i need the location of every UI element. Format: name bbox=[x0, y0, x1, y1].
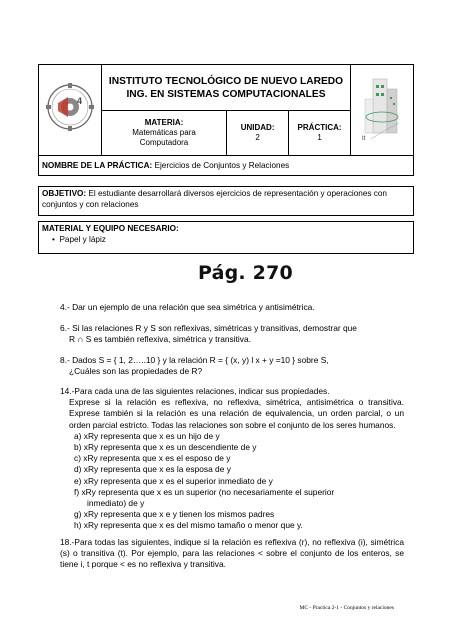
header-table bbox=[38, 64, 414, 176]
question-6-line2: R ∩ S es también reflexiva, simétrica y transitiva. bbox=[69, 334, 251, 345]
materia-label: MATERIA: bbox=[144, 118, 184, 127]
bullet-icon: • bbox=[52, 234, 55, 244]
question-8-line1: 8.- Dados S = { 1, 2…..10 } y la relación R = { (x, y) l x + y =10 } sobre S, bbox=[60, 355, 329, 365]
page-reference: Pág. 270 bbox=[198, 262, 293, 284]
materia-value-line1: Matemáticas para bbox=[132, 128, 196, 137]
q14-item-f-cont: inmediato) de y bbox=[87, 498, 145, 509]
question-18: 18.-Para todas las siguientes, indique si la relación es reflexiva (r), no reflexiva (i), simétrica (s) o transitiva (t). Por ejemplo, para las relaciones < sobre el conjunto de los enteros, se tiene i, t porque < es no reflexiva y transitiva. bbox=[60, 537, 404, 570]
question-8 bbox=[60, 355, 404, 377]
question-6-line1: 6.- Si las relaciones R y S son reflexivas, simétricas y transitivas, demostrar que bbox=[60, 323, 357, 333]
materia-value-line2: Computadora bbox=[139, 138, 189, 147]
svg-text:it: it bbox=[362, 135, 366, 142]
building-logo-icon bbox=[353, 73, 411, 145]
q14-item-e: e) xRy representa que x es el superior inmediato de y bbox=[74, 475, 273, 486]
practica-value: 1 bbox=[317, 133, 322, 142]
question-8-line2: ¿Cuáles son las propiedades de R? bbox=[69, 366, 203, 377]
unidad-value: 2 bbox=[255, 133, 260, 142]
q14-item-d: d) xRy representa que x es la esposa de y bbox=[74, 464, 231, 475]
nombre-label: NOMBRE DE LA PRÁCTICA: bbox=[42, 161, 153, 170]
unidad-cell bbox=[227, 111, 289, 156]
question-14-body: Exprese si la relación es reflexiva, no reflexiva, simétrica, antisimétrica o transitiva. Exprese también si la relación es una relación de equivalencia, un orden parcial, o un orden parcial estricto. Todas las relaciones son sobre el conjunto de los seres humanos. bbox=[69, 397, 404, 430]
department-name: ING. EN SISTEMAS COMPUTACIONALES bbox=[126, 88, 326, 100]
material-label: MATERIAL Y EQUIPO NECESARIO: bbox=[42, 224, 179, 233]
material-item-text: Papel y lápiz bbox=[59, 234, 106, 244]
objetivo-box bbox=[38, 186, 414, 216]
gear-logo-icon bbox=[41, 73, 99, 145]
question-14 bbox=[60, 386, 404, 532]
q14-item-a: a) xRy representa que x es un hijo de y bbox=[74, 430, 220, 441]
question-6 bbox=[60, 323, 404, 345]
q14-item-c: c) xRy representa que x es el esposo de y bbox=[74, 453, 231, 464]
svg-text:4: 4 bbox=[76, 96, 82, 106]
institute-name: INSTITUTO TECNOLÓGICO DE NUEVO LAREDO bbox=[108, 75, 344, 87]
it-logo-cell bbox=[351, 65, 414, 156]
q14-item-h: h) xRy representa que x es del mismo tamaño o menor que y. bbox=[74, 520, 303, 531]
nombre-value: Ejercicios de Conjuntos y Relaciones bbox=[154, 161, 290, 170]
objetivo-text: El estudiante desarrollará diversos ejercicios de representación y operaciones con conjuntos y con relaciones bbox=[42, 189, 387, 209]
q14-item-b: b) xRy representa que x es un descendiente de y bbox=[74, 442, 257, 453]
nombre-practica-cell bbox=[39, 156, 414, 176]
material-list-item bbox=[42, 235, 410, 246]
practica-label: PRÁCTICA: bbox=[297, 123, 342, 132]
unidad-label: UNIDAD: bbox=[240, 123, 275, 132]
objetivo-label: OBJETIVO: bbox=[42, 189, 87, 198]
question-4: 4.- Dar un ejemplo de una relación que sea simétrica y antisimétrica. bbox=[60, 302, 315, 312]
title-cell bbox=[101, 65, 350, 111]
materia-cell bbox=[101, 111, 226, 156]
q14-item-f: f) xRy representa que x es un superior (no necesariamente el superior bbox=[74, 486, 335, 497]
page-footer: MC - Practica 2-1 - Conjuntos y relaciones bbox=[299, 605, 394, 611]
practica-cell bbox=[288, 111, 350, 156]
material-box bbox=[38, 221, 414, 254]
question-14-line1: 14.-Para cada una de las siguientes relaciones, indicar sus propiedades. bbox=[60, 386, 330, 396]
q14-item-g: g) xRy representa que x e y tienen los mismos padres bbox=[74, 509, 275, 520]
institute-logo-cell bbox=[39, 65, 102, 156]
